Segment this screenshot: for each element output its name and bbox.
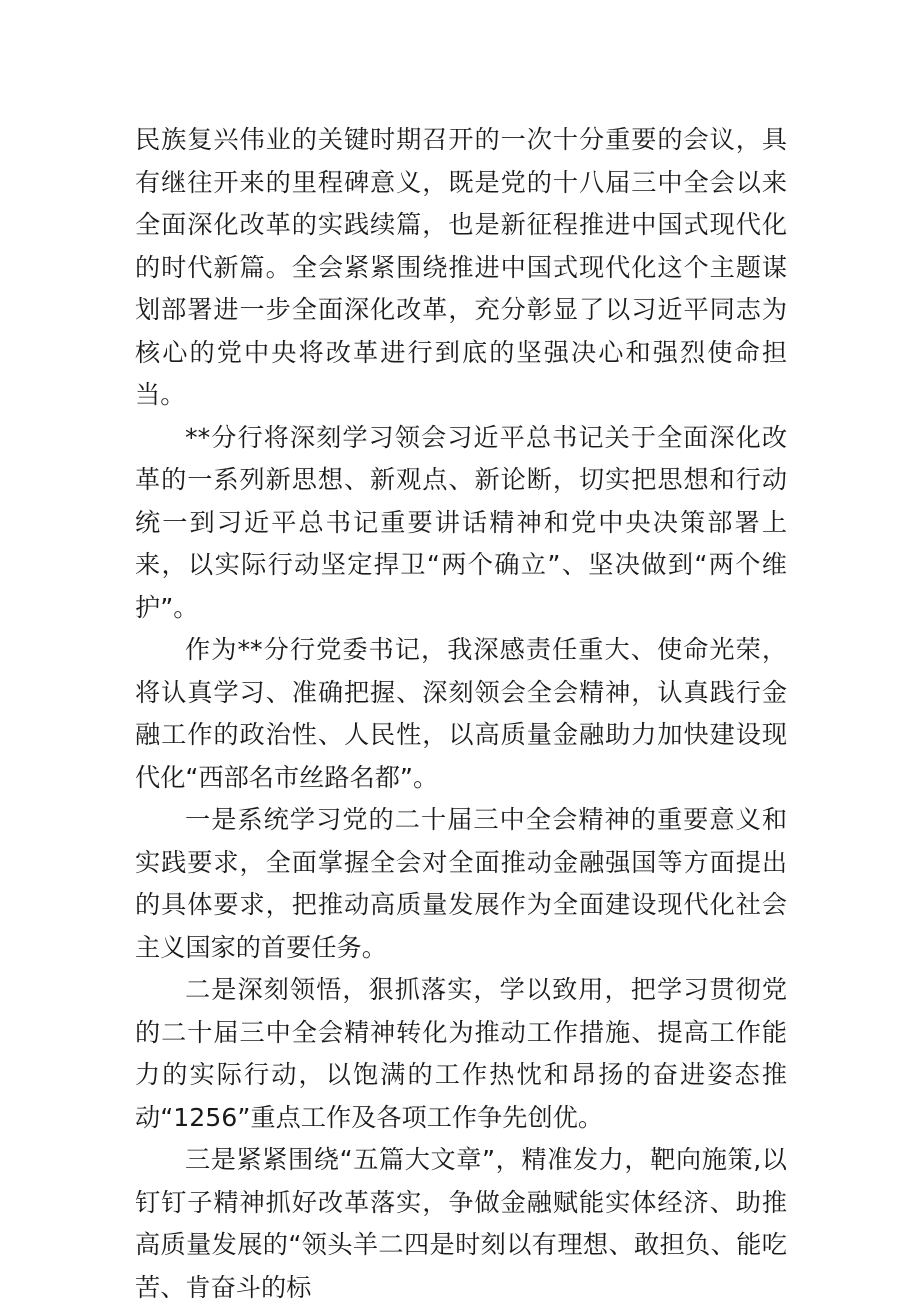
paragraph-2: **分行将深刻学习领会习近平总书记关于全面深化改革的一系列新思想、新观点、新论断，切实把思想和行动统一到习近平总书记重要讲话精神和党中央决策部署上来，以实际行动坚定捍卫“两个确立”、坚决做到“两个维护”。 bbox=[135, 422, 787, 622]
paragraph-3: 作为**分行党委书记，我深感责任重大、使命光荣，将认真学习、准确把握、深刻领会全会精神，认真践行金融工作的政治性、人民性，以高质量金融助力加快建设现代化“西部名市丝路名都”。 bbox=[135, 635, 787, 792]
paragraph-4: 一是系统学习党的二十届三中全会精神的重要意义和实践要求，全面掌握全会对全面推动金融强国等方面提出的具体要求，把推动高质量发展作为全面建设现代化社会主义国家的首要任务。 bbox=[135, 805, 787, 962]
paragraph-1: 民族复兴伟业的关键时期召开的一次十分重要的会议，具有继往开来的里程碑意义，既是党的十八届三中全会以来全面深化改革的实践续篇，也是新征程推进中国式现代化的时代新篇。全会紧紧围绕推进中国式现代化这个主题谋划部署进一步全面深化改革，充分彰显了以习近平同志为核心的党中央将改革进行到底的坚强决心和强烈使命担当。 bbox=[135, 125, 787, 409]
document-body bbox=[135, 119, 787, 1309]
paragraph-6: 三是紧紧围绕“五篇大文章”，精准发力，靶向施策,以钉钉子精神抓好改革落实，争做金融赋能实体经济、助推高质量发展的“领头羊二四是时刻以有理想、敢担负、能吃苦、肯奋斗的标 bbox=[135, 1145, 787, 1302]
paragraph-5: 二是深刻领悟，狠抓落实，学以致用，把学习贯彻党的二十届三中全会精神转化为推动工作措施、提高工作能力的实际行动，以饱满的工作热忱和昂扬的奋进姿态推动“1256”重点工作及各项工作争先创优。 bbox=[135, 975, 787, 1132]
